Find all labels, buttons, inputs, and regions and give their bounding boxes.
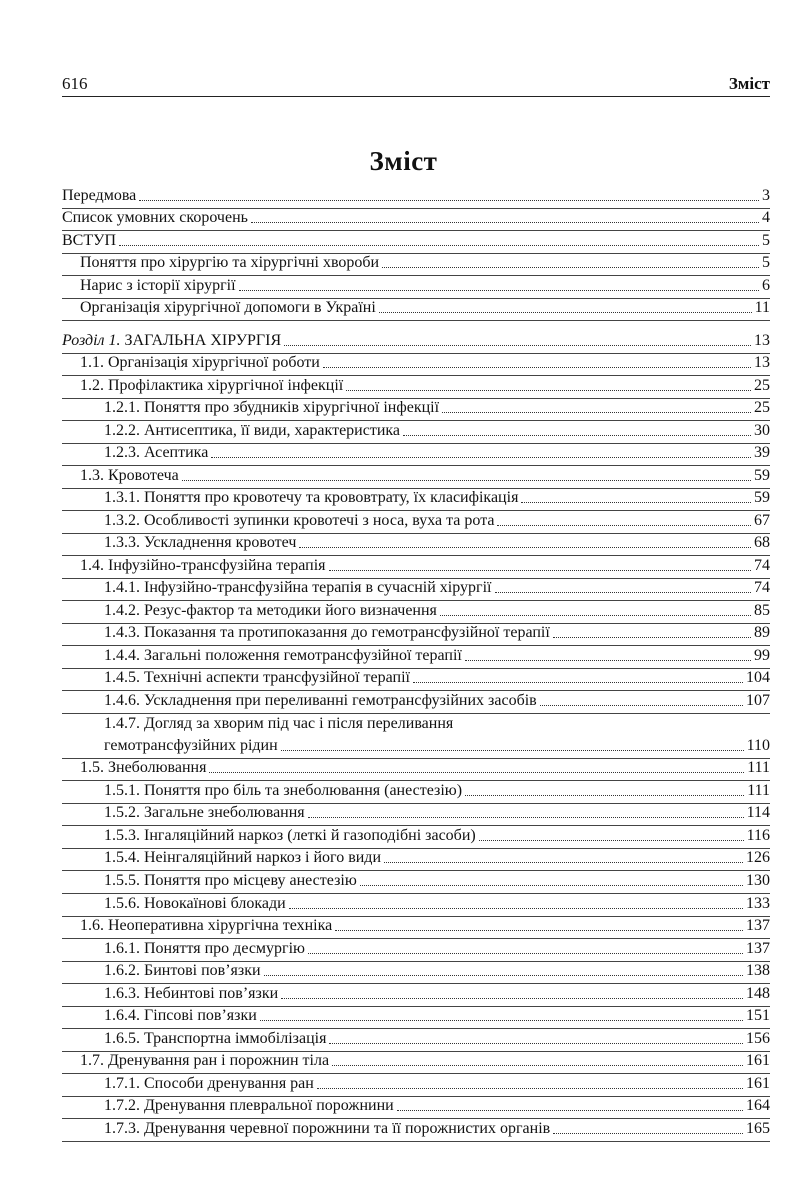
toc-row — [62, 962, 770, 985]
toc-entry[interactable] — [62, 917, 770, 935]
dot-leader — [332, 1065, 743, 1066]
toc-page-number: 126 — [746, 849, 770, 867]
toc-row — [62, 444, 770, 467]
toc-row — [62, 691, 770, 714]
toc-entry[interactable] — [62, 1075, 770, 1093]
toc-row — [62, 1097, 770, 1120]
dot-leader — [553, 1133, 743, 1134]
toc-row — [62, 624, 770, 647]
toc-entry-title: Список умовних скорочень — [62, 209, 248, 227]
toc-entry[interactable] — [62, 895, 770, 913]
dot-leader — [209, 772, 744, 773]
toc-page-number: 89 — [754, 624, 770, 642]
toc-page-number: 74 — [754, 579, 770, 597]
toc-row — [62, 1052, 770, 1075]
dot-leader — [308, 817, 744, 818]
table-of-contents — [62, 186, 770, 1142]
dot-leader — [182, 480, 751, 481]
toc-entry[interactable] — [62, 399, 770, 417]
toc-row — [62, 646, 770, 669]
dot-leader — [413, 682, 743, 683]
dot-leader — [465, 795, 744, 796]
toc-entry[interactable] — [62, 1030, 770, 1048]
toc-row — [62, 399, 770, 422]
toc-page-number: 11 — [754, 299, 770, 317]
section-gap — [62, 321, 770, 331]
toc-row — [62, 849, 770, 872]
dot-leader — [495, 592, 752, 593]
toc-row — [62, 669, 770, 692]
toc-row — [62, 209, 770, 232]
toc-page-number: 3 — [762, 186, 770, 204]
dot-leader — [139, 200, 759, 201]
toc-entry-title: 1.3.1. Поняття про кровотечу та крововтрату, їх класифікація — [104, 489, 519, 507]
toc-page-number: 25 — [754, 376, 770, 394]
dot-leader — [281, 750, 744, 751]
dot-leader — [379, 312, 752, 313]
toc-entry-title: 1.5.6. Новокаїнові блокади — [104, 894, 286, 912]
toc-row — [62, 276, 770, 299]
dot-leader — [521, 502, 751, 503]
toc-entry[interactable] — [62, 624, 770, 642]
dot-leader — [540, 705, 743, 706]
toc-row — [62, 231, 770, 254]
toc-entry[interactable] — [62, 422, 770, 440]
page-title: Зміст — [369, 146, 438, 176]
dot-leader — [317, 1088, 743, 1089]
dot-leader — [465, 660, 751, 661]
toc-entry[interactable] — [62, 354, 770, 372]
toc-entry-title: 1.4. Інфузійно-трансфузійна терапія — [80, 556, 326, 574]
dot-leader — [308, 953, 743, 954]
toc-entry-title: Організація хірургічної допомоги в Україні — [80, 299, 376, 317]
dot-leader — [479, 840, 744, 841]
dot-leader — [119, 245, 759, 246]
dot-leader — [382, 267, 759, 268]
dot-leader — [403, 435, 751, 436]
toc-page-number: 39 — [754, 444, 770, 462]
toc-entry-title: 1.6.4. Гіпсові пов’язки — [104, 1007, 257, 1025]
toc-entry[interactable] — [62, 759, 770, 777]
toc-entry-title: 1.5. Знеболювання — [80, 759, 207, 777]
toc-page-number: 59 — [754, 489, 770, 507]
toc-row — [62, 826, 770, 849]
toc-page-number: 110 — [746, 736, 770, 754]
toc-page-number: 67 — [754, 511, 770, 529]
toc-row — [62, 354, 770, 377]
toc-page-number: 111 — [747, 759, 770, 777]
toc-row — [62, 186, 770, 209]
dot-leader — [442, 412, 751, 413]
toc-entry[interactable] — [62, 602, 770, 620]
toc-entry[interactable] — [62, 1052, 770, 1070]
toc-page-number: 99 — [754, 646, 770, 664]
toc-row — [62, 376, 770, 399]
toc-row — [62, 1119, 770, 1142]
dot-leader — [323, 367, 751, 368]
toc-entry-title: 1.7.2. Дренування плевральної порожнини — [104, 1097, 394, 1115]
toc-entry[interactable] — [62, 647, 770, 665]
toc-row — [62, 984, 770, 1007]
dot-leader — [264, 975, 743, 976]
dot-leader — [211, 457, 751, 458]
toc-page-number: 137 — [746, 939, 770, 957]
toc-row — [62, 917, 770, 940]
toc-entry-title: 1.4.1. Інфузійно-трансфузійна терапія в сучасній хірургії — [104, 579, 492, 597]
dot-leader — [384, 862, 743, 863]
toc-entry-title: 1.6.1. Поняття про десмургію — [104, 939, 305, 957]
toc-page-number: 104 — [746, 669, 770, 687]
section-prefix: Розділ 1. — [62, 331, 121, 349]
toc-row — [62, 781, 770, 804]
toc-entry-title: Поняття про хірургію та хірургічні хвороби — [80, 254, 380, 272]
dot-leader — [329, 570, 751, 571]
toc-row — [62, 939, 770, 962]
toc-entry-title: 1.4.2. Резус-фактор та методики його визначення — [104, 601, 437, 619]
toc-entry-title: 1.6.3. Небинтові пов’язки — [104, 984, 279, 1002]
toc-row — [62, 466, 770, 489]
toc-entry[interactable] — [62, 512, 770, 530]
toc-page-number: 25 — [754, 399, 770, 417]
toc-entry[interactable] — [62, 332, 770, 350]
toc-row — [62, 601, 770, 624]
page-header — [62, 74, 770, 97]
toc-entry[interactable] — [62, 187, 770, 205]
toc-row — [62, 489, 770, 512]
dot-leader — [239, 290, 759, 291]
toc-page-number: 138 — [746, 962, 770, 980]
dot-leader — [289, 908, 743, 909]
toc-entry-title: 1.2.3. Асептика — [104, 444, 209, 462]
toc-entry[interactable] — [62, 277, 770, 295]
toc-page-number: 165 — [746, 1119, 770, 1137]
toc-page-number: 114 — [746, 804, 770, 822]
toc-entry-title: 1.2. Профілактика хірургічної інфекції — [80, 376, 344, 394]
toc-entry[interactable] — [62, 669, 770, 687]
toc-page-number: 5 — [762, 254, 770, 272]
toc-row — [62, 556, 770, 579]
toc-entry[interactable] — [62, 557, 770, 575]
toc-entry-title: 1.5.2. Загальне знеболювання — [104, 804, 305, 822]
toc-page-number: 59 — [754, 466, 770, 484]
toc-row — [62, 759, 770, 782]
toc-entry[interactable] — [62, 209, 770, 227]
dot-leader — [440, 615, 751, 616]
toc-entry[interactable] — [62, 827, 770, 845]
toc-entry-title: ВСТУП — [62, 231, 116, 249]
toc-page-number: 130 — [746, 871, 770, 889]
toc-entry[interactable] — [62, 299, 770, 317]
toc-entry-title: 1.5.1. Поняття про біль та знеболювання (анестезію) — [104, 781, 463, 799]
toc-page-number: 107 — [746, 691, 770, 709]
toc-entry[interactable] — [62, 804, 770, 822]
toc-entry[interactable] — [62, 489, 770, 507]
toc-entry-title: 1.4.7. Догляд за хворим під час і після переливання — [104, 715, 454, 733]
toc-page-number: 161 — [746, 1052, 770, 1070]
toc-row — [62, 804, 770, 827]
toc-entry-title: 1.7. Дренування ран і порожнин тіла — [80, 1052, 330, 1070]
toc-row — [62, 736, 770, 759]
dot-leader — [360, 885, 743, 886]
toc-row — [62, 1007, 770, 1030]
toc-page-number: 74 — [754, 556, 770, 574]
toc-entry[interactable] — [62, 962, 770, 980]
toc-entry-title: 1.5.5. Поняття про місцеву анестезію — [104, 871, 357, 889]
toc-row — [62, 579, 770, 602]
toc-entry[interactable] — [62, 940, 770, 958]
dot-leader — [251, 222, 759, 223]
toc-entry-title: 1.4.6. Ускладнення при переливанні гемотрансфузійних засобів — [104, 691, 537, 709]
dot-leader — [335, 930, 743, 931]
dot-leader — [281, 998, 743, 999]
toc-row — [62, 894, 770, 917]
toc-row — [62, 254, 770, 277]
toc-entry-title: гемотрансфузійних рідин — [104, 736, 278, 754]
toc-entry[interactable] — [62, 467, 770, 485]
toc-page-number: 111 — [747, 781, 770, 799]
toc-entry[interactable] — [62, 377, 770, 395]
toc-page-number: 5 — [762, 231, 770, 249]
toc-page-number: 85 — [754, 601, 770, 619]
toc-entry[interactable] — [62, 782, 770, 800]
toc-page-number: 13 — [754, 354, 770, 372]
toc-page-number: 133 — [746, 894, 770, 912]
toc-entry-title: 1.5.3. Інгаляційний наркоз (леткі й газоподібні засоби) — [104, 826, 476, 844]
dot-leader — [397, 1110, 743, 1111]
toc-row — [62, 1029, 770, 1052]
toc-entry-title: 1.2.1. Поняття про збудників хірургічної інфекції — [104, 399, 440, 417]
toc-entry-title: 1.3. Кровотеча — [80, 466, 179, 484]
toc-page-number: 151 — [746, 1007, 770, 1025]
toc-page-number: 137 — [746, 917, 770, 935]
toc-entry-title: 1.6. Неоперативна хірургічна техніка — [80, 917, 333, 935]
toc-page-number: 6 — [762, 276, 770, 294]
toc-entry-title: 1.5.4. Неінгаляційний наркоз і його види — [104, 849, 382, 867]
toc-entry[interactable] — [62, 849, 770, 867]
toc-entry[interactable] — [62, 534, 770, 552]
toc-entry[interactable] — [62, 985, 770, 1003]
toc-entry[interactable] — [62, 692, 770, 710]
toc-entry-title: 1.4.4. Загальні положення гемотрансфузійної терапії — [104, 646, 462, 664]
dot-leader — [553, 637, 751, 638]
toc-entry-title: 1.7.3. Дренування черевної порожнини та її порожнистих органів — [104, 1119, 551, 1137]
toc-row — [62, 871, 770, 894]
toc-entry[interactable] — [62, 715, 770, 733]
toc-entry-title: 1.4.5. Технічні аспекти трансфузійної терапії — [104, 669, 410, 687]
dot-leader — [329, 1043, 743, 1044]
toc-entry[interactable] — [62, 737, 770, 755]
toc-entry-title: 1.4.3. Показання та протипоказання до гемотрансфузійної терапії — [104, 624, 550, 642]
toc-row — [62, 421, 770, 444]
running-title: Зміст — [728, 74, 770, 93]
toc-page-number: 148 — [746, 984, 770, 1002]
toc-page-number: 4 — [762, 209, 770, 227]
toc-row — [62, 714, 770, 737]
dot-leader — [346, 390, 751, 391]
toc-entry[interactable] — [62, 1097, 770, 1115]
toc-entry-title: 1.6.5. Транспортна іммобілізація — [104, 1029, 327, 1047]
toc-entry[interactable] — [62, 254, 770, 272]
toc-entry-title: ЗАГАЛЬНА ХІРУРГІЯ — [124, 331, 282, 349]
dot-leader — [497, 525, 751, 526]
dot-leader — [299, 547, 751, 548]
toc-entry[interactable] — [62, 1007, 770, 1025]
toc-page-number: 156 — [746, 1029, 770, 1047]
toc-page-number: 164 — [746, 1097, 770, 1115]
toc-page-number: 13 — [754, 331, 770, 349]
toc-entry-title: 1.3.2. Особливості зупинки кровотечі з носа, вуха та рота — [104, 511, 495, 529]
toc-entry[interactable] — [62, 579, 770, 597]
toc-row — [62, 1074, 770, 1097]
dot-leader — [260, 1020, 743, 1021]
toc-row — [62, 534, 770, 557]
toc-page-number: 161 — [746, 1074, 770, 1092]
toc-entry-title: 1.1. Організація хірургічної роботи — [80, 354, 320, 372]
toc-entry[interactable] — [62, 872, 770, 890]
toc-entry-title: 1.7.1. Способи дренування ран — [104, 1074, 314, 1092]
toc-row — [62, 299, 770, 322]
toc-row — [62, 511, 770, 534]
dot-leader — [284, 345, 751, 346]
toc-entry-title: Передмова — [62, 186, 137, 204]
toc-entry[interactable] — [62, 1120, 770, 1138]
toc-page-number: 30 — [754, 421, 770, 439]
toc-entry-title: 1.2.2. Антисептика, її види, характеристика — [104, 421, 401, 439]
toc-row — [62, 331, 770, 354]
toc-page-number: 68 — [754, 534, 770, 552]
toc-page-number: 116 — [746, 826, 770, 844]
toc-entry-title: 1.3.3. Ускладнення кровотеч — [104, 534, 297, 552]
page-number: 616 — [62, 74, 88, 93]
toc-entry[interactable] — [62, 444, 770, 462]
toc-entry-title: Нарис з історії хірургії — [80, 276, 236, 294]
toc-entry[interactable] — [62, 232, 770, 250]
toc-entry-title: 1.6.2. Бинтові пов’язки — [104, 962, 261, 980]
